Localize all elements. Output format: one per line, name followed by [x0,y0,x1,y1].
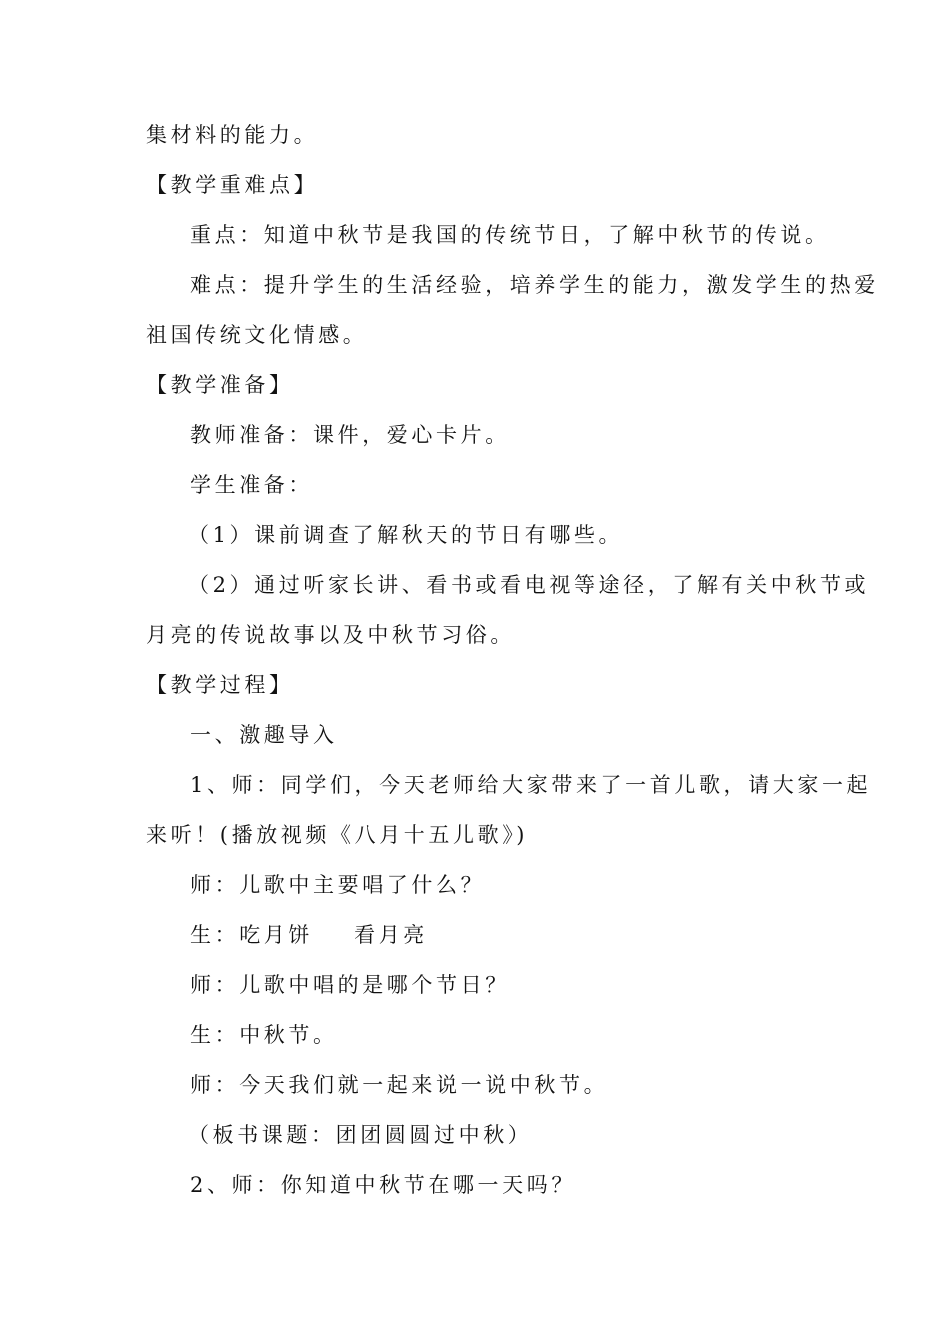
text-line: 生：中秋节。 [190,1023,338,1047]
text-line: 师：儿歌中主要唱了什么？ [190,873,486,897]
text-line: 2、师：你知道中秋节在哪一天吗？ [190,1173,576,1197]
text-line: 难点：提升学生的生活经验，培养学生的能力，激发学生的热爱 [190,273,879,297]
text-line: 集材料的能力。 [146,123,319,147]
text-line: （板书课题：团团圆圆过中秋） [188,1123,533,1147]
text-line: （1）课前调查了解秋天的节日有哪些。 [188,523,624,547]
section-heading: 【教学准备】 [146,373,294,397]
text-line: 一、激趣导入 [190,723,338,747]
text-line: 师：今天我们就一起来说一说中秋节。 [190,1073,609,1097]
text-line: 生：吃月饼 看月亮 [190,923,428,947]
section-heading: 【教学过程】 [146,673,294,697]
text-line: 来听！(播放视频《八月十五儿歌》) [146,823,529,847]
text-line: 学生准备： [190,473,313,497]
text-line: 教师准备：课件，爱心卡片。 [190,423,510,447]
text-line: 重点：知道中秋节是我国的传统节日，了解中秋节的传说。 [190,223,830,247]
section-heading: 【教学重难点】 [146,173,319,197]
text-line: 月亮的传说故事以及中秋节习俗。 [146,623,515,647]
text-line: 师：儿歌中唱的是哪个节日？ [190,973,510,997]
text-line: 1、师：同学们，今天老师给大家带来了一首儿歌，请大家一起 [190,773,872,797]
text-line: 祖国传统文化情感。 [146,323,368,347]
text-line: （2）通过听家长讲、看书或看电视等途径，了解有关中秋节或 [188,573,870,597]
